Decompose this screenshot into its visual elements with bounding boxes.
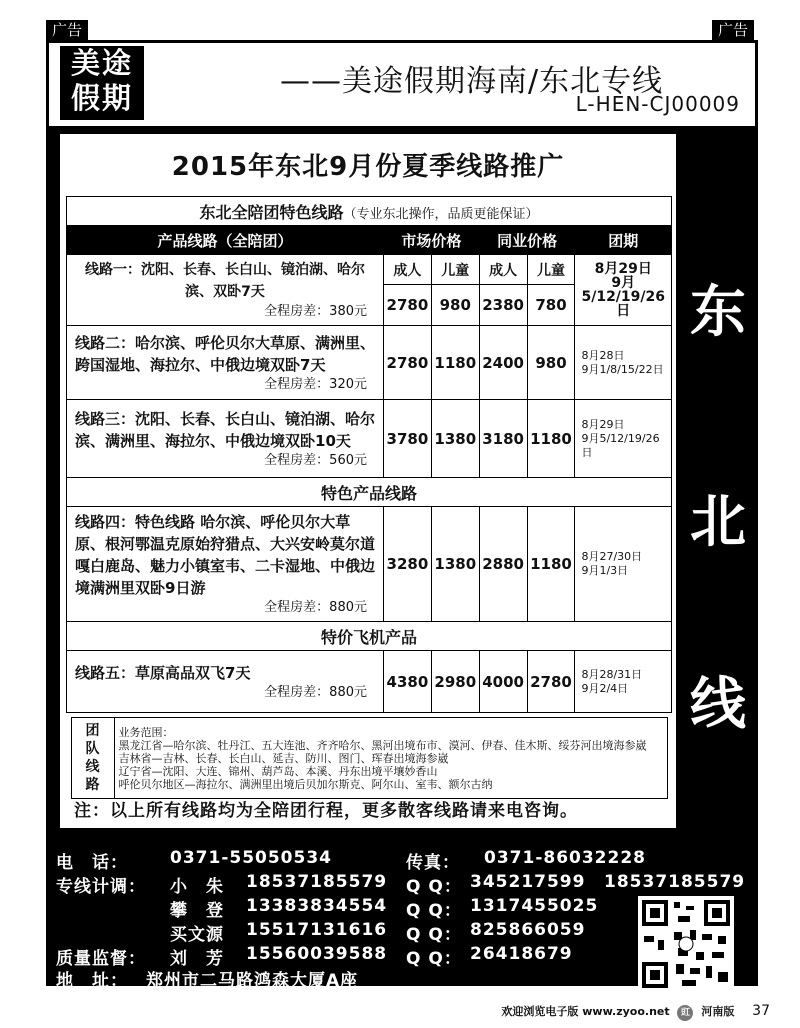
route-4-market-adult: 3280 bbox=[384, 507, 432, 622]
staff-2-name: 攀 登 bbox=[170, 901, 224, 921]
col-route: 产品线路（全陪团） bbox=[67, 226, 384, 255]
section-title-3: 特价飞机产品 bbox=[67, 622, 672, 651]
footer-edition: 河南版 bbox=[701, 1005, 735, 1018]
route-5-market-adult: 4380 bbox=[384, 651, 432, 713]
phone-number: 0371-55050534 bbox=[170, 848, 332, 868]
note-text: 注：以上所有线路均为全陪团行程，更多散客线路请来电咨询。 bbox=[74, 801, 578, 821]
qq-label: Q Q： bbox=[406, 877, 462, 897]
route-1-name: 线路一：沈阳、长春、长白山、镜泊湖、哈尔滨、双卧7天 全程房差：380元 bbox=[67, 255, 384, 326]
route-4-name: 线路四：特色线路 哈尔滨、呼伦贝尔大草原、根河鄂温克原始狩猎点、大兴安岭莫尔道嘎白鹿岛、魅力小镇室韦、二卡湿地、中俄边境满洲里双卧9日游 全程房差：880元 bbox=[67, 507, 384, 622]
team-scope: 业务范围： 黑龙江省—哈尔滨、牡丹江、五大连池、齐齐哈尔、黑河出境布市、漠河、伊春、佳木斯、绥芬河出境海参崴 吉林省—吉林、长春、长白山、延吉、防川、图门、珲春出境海参崴 辽宁省—沈阳、大连、锦州、葫芦岛、本溪、丹东出境平壤妙香山 呼伦贝尔地区—海拉尔、满洲里出境后贝加尔斯克、阿尔山、室韦、额尔古纳 bbox=[114, 718, 667, 799]
supervisor-name: 刘 芳 bbox=[170, 949, 224, 969]
page-number: 37 bbox=[752, 1003, 770, 1019]
hotline-label: 专线计调： bbox=[56, 877, 146, 897]
route-1-dates: 8月29日 9月5/12/19/26日 bbox=[575, 255, 672, 326]
qr-code-icon bbox=[638, 896, 734, 992]
route-4-dates: 8月27/30日 9月1/3日 bbox=[575, 507, 672, 622]
adult-label: 成人 bbox=[479, 255, 527, 285]
col-trade: 同业价格 bbox=[479, 226, 575, 255]
side-char-1: 东 bbox=[690, 280, 746, 345]
header-code: L-HEN-CJ00009 bbox=[575, 92, 740, 116]
col-market: 市场价格 bbox=[384, 226, 480, 255]
route-1-market-adult: 2780 bbox=[384, 285, 432, 326]
qq-label: Q Q： bbox=[406, 901, 462, 921]
route-4-trade-adult: 2880 bbox=[479, 507, 527, 622]
route-4-trade-child: 1180 bbox=[527, 507, 575, 622]
route-3-market-child: 1380 bbox=[431, 400, 479, 478]
staff-3-name: 买文源 bbox=[170, 925, 224, 945]
team-label: 团 队 线 路 bbox=[71, 718, 114, 799]
route-5-dates: 8月28/31日 9月2/4日 bbox=[575, 651, 672, 713]
footer bbox=[501, 1003, 770, 1021]
route-5-trade-adult: 4000 bbox=[479, 651, 527, 713]
route-3-dates: 8月29日 9月5/12/19/26日 bbox=[575, 400, 672, 478]
supervisor-phone: 15560039588 bbox=[246, 944, 388, 964]
qq-label: Q Q： bbox=[406, 949, 462, 969]
ad-tag-right: 广告 bbox=[712, 20, 754, 40]
header-title: ——美途假期海南/东北专线 bbox=[280, 64, 664, 99]
supervisor-label: 质量监督： bbox=[56, 949, 146, 969]
staff-2-phone: 13383834554 bbox=[246, 896, 388, 916]
routes-table bbox=[66, 196, 672, 803]
route-5-market-child: 2980 bbox=[431, 651, 479, 713]
side-char-3: 线 bbox=[690, 672, 746, 737]
staff-3-qq: 825866059 bbox=[470, 920, 586, 940]
route-1-trade-child: 780 bbox=[527, 285, 575, 326]
qq-label: Q Q： bbox=[406, 925, 462, 945]
route-1-market-child: 980 bbox=[431, 285, 479, 326]
staff-2-qq: 1317455025 bbox=[470, 896, 599, 916]
staff-3-phone: 15517131616 bbox=[246, 920, 388, 940]
route-2-name: 线路二：哈尔滨、呼伦贝尔大草原、满洲里、跨国湿地、海拉尔、中俄边境双卧7天 全程房差：320元 bbox=[67, 326, 384, 400]
ad-tag-left: 广告 bbox=[46, 20, 88, 40]
route-5-name: 线路五：草原高品双飞7天 全程房差：880元 bbox=[67, 651, 384, 713]
section-title-2: 特色产品线路 bbox=[67, 478, 672, 507]
route-1-trade-adult: 2380 bbox=[479, 285, 527, 326]
fax-label: 传真： bbox=[406, 853, 460, 873]
main-title: 2015年东北9月份夏季线路推广 bbox=[171, 152, 565, 182]
route-3-trade-adult: 3180 bbox=[479, 400, 527, 478]
child-label: 儿童 bbox=[527, 255, 575, 285]
staff-1-qq: 345217599 bbox=[470, 872, 586, 892]
route-4-market-child: 1380 bbox=[431, 507, 479, 622]
route-2-market-child: 1180 bbox=[431, 326, 479, 400]
address-label: 地 址： bbox=[56, 971, 128, 991]
route-2-trade-child: 980 bbox=[527, 326, 575, 400]
route-2-dates: 8月28日 9月1/8/15/22日 bbox=[575, 326, 672, 400]
side-char-2: 北 bbox=[690, 490, 746, 555]
child-label: 儿童 bbox=[431, 255, 479, 285]
route-2-trade-adult: 2400 bbox=[479, 326, 527, 400]
staff-1-phone: 18537185579 bbox=[246, 872, 388, 892]
footer-site[interactable]: 欢迎浏览电子版 www.zyoo.net bbox=[501, 1005, 670, 1018]
route-3-trade-child: 1180 bbox=[527, 400, 575, 478]
section-title-1: 东北全陪团特色线路（专业东北操作，品质更能保证） bbox=[67, 197, 672, 226]
phone-label: 电 话： bbox=[56, 853, 128, 873]
staff-1-name: 小 朱 bbox=[170, 877, 224, 897]
route-2-market-adult: 2780 bbox=[384, 326, 432, 400]
route-3-market-adult: 3780 bbox=[384, 400, 432, 478]
supervisor-qq: 26418679 bbox=[470, 944, 573, 964]
staff-1-extra: 18537185579 bbox=[604, 872, 746, 892]
route-3-name: 线路三：沈阳、长春、长白山、镜泊湖、哈尔滨、满洲里、海拉尔、中俄边境双卧10天 全程房差：560元 bbox=[67, 400, 384, 478]
footer-badge-icon: 豇 bbox=[677, 1005, 693, 1021]
brand-logo: 美途 假期 bbox=[60, 46, 144, 120]
adult-label: 成人 bbox=[384, 255, 432, 285]
route-5-trade-child: 2780 bbox=[527, 651, 575, 713]
address-text: 郑州市二马路鸿森大厦A座 bbox=[146, 971, 359, 991]
col-dates: 团期 bbox=[575, 226, 672, 255]
fax-number: 0371-86032228 bbox=[484, 848, 646, 868]
